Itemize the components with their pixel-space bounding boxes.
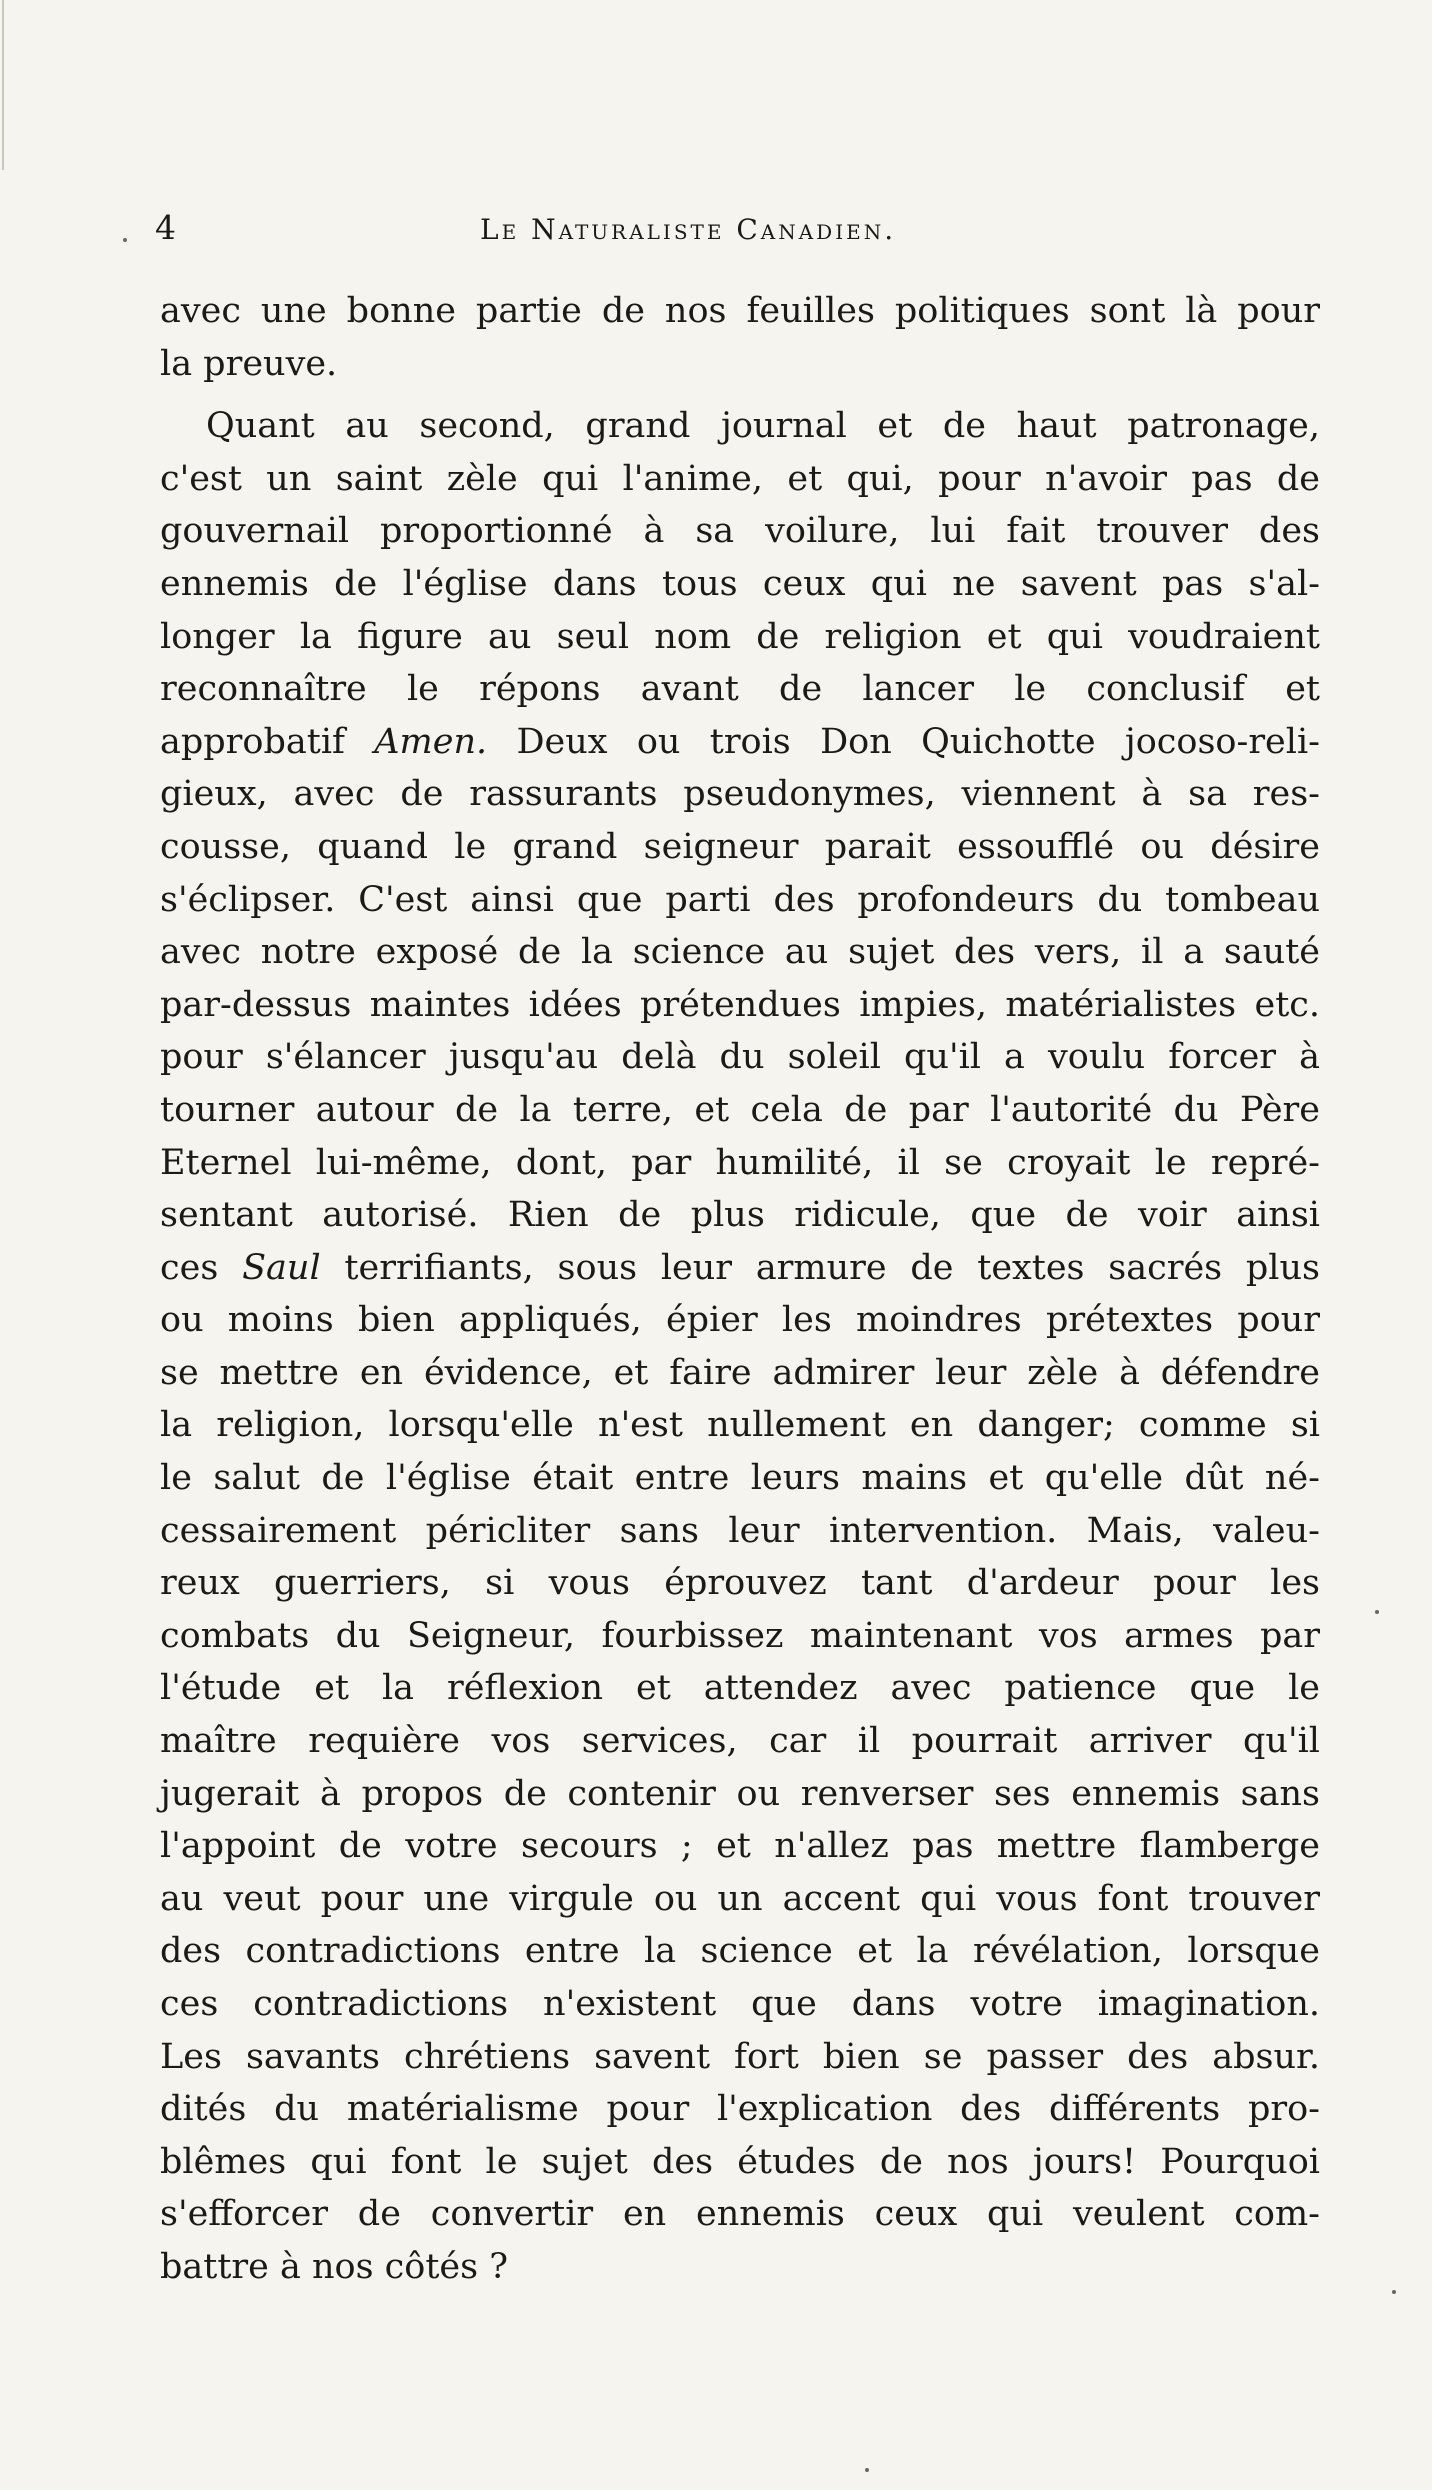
text-line: c'est un saint zèle qui l'anime, et qui, pour n'avoir pas de [160,458,1320,499]
text-line: la religion, lorsqu'elle n'est nullement en danger; comme si [160,1405,1320,1446]
text-line: sentant autorisé. Rien de plus ridicule, que de voir ainsi [160,1195,1320,1236]
text-line: Quant au second, grand journal et de haut patronage, [206,406,1320,447]
text-line: reconnaître le répons avant de lancer le conclusif et [160,669,1320,710]
text-line: avec notre exposé de la science au sujet des vers, il a sauté [160,932,1320,973]
text-line: maître requière vos services, car il pourrait arriver qu'il [160,1721,1320,1762]
text-line: longer la figure au seul nom de religion et qui voudraient [160,616,1320,657]
text-line: blêmes qui font le sujet des études de nos jours! Pourquoi [160,2141,1320,2182]
text-line [160,1242,1320,1295]
text-segment: terrifiants, sous leur armure de textes sacrés plus [320,1247,1321,1288]
text-line: ou moins bien appliqués, épier les moindres prétextes pour [160,1300,1320,1341]
text-line: par-dessus maintes idées prétendues impies, matérialistes etc. [160,984,1320,1025]
scan-speck [865,2468,869,2472]
text-line: s'éclipser. C'est ainsi que parti des profondeurs du tombeau [160,879,1320,920]
text-line: des contradictions entre la science et la révélation, lorsque [160,1931,1320,1972]
text-line: gouvernail proportionné à sa voilure, lui fait trouver des [160,511,1320,552]
paragraph [160,285,1320,390]
text-line: l'appoint de votre secours ; et n'allez pas mettre flamberge [160,1826,1320,1867]
text-line: se mettre en évidence, et faire admirer leur zèle à défendre [160,1352,1320,1393]
text-line: au veut pour une virgule ou un accent qui vous font trouver [160,1878,1320,1919]
text-line: dités du matérialisme pour l'explication des différents pro- [160,2089,1320,2130]
page-header [155,208,1295,252]
page-number: 4 [155,208,176,247]
text-line: l'étude et la réflexion et attendez avec patience que le [160,1668,1320,1709]
text-line: Eternel lui-même, dont, par humilité, il se croyait le repré- [160,1142,1320,1183]
text-line: tourner autour de la terre, et cela de par l'autorité du Père [160,1089,1320,1130]
text-line: le salut de l'église était entre leurs mains et qu'elle dût né- [160,1458,1320,1499]
text-line: cessairement péricliter sans leur intervention. Mais, valeu- [160,1510,1320,1551]
text-line: la preuve. [160,343,338,384]
text-segment: Deux ou trois Don Quichotte jocoso-reli- [487,721,1320,762]
text-line: ennemis de l'église dans tous ceux qui ne savent pas s'al- [160,563,1320,604]
italic-word: Amen. [374,721,488,762]
scan-speck [1392,2290,1396,2294]
body-text [160,285,1320,2294]
text-segment: ces [160,1247,243,1288]
text-line: combats du Seigneur, fourbissez maintenant vos armes par [160,1615,1320,1656]
scan-edge-mark [2,0,4,170]
text-line: jugerait à propos de contenir ou renverser ses ennemis sans [160,1773,1320,1814]
text-line: battre à nos côtés ? [160,2246,508,2287]
paragraph-gap [160,390,1320,400]
text-line: cousse, quand le grand seigneur parait essoufflé ou désire [160,826,1320,867]
scan-speck [1375,1610,1379,1614]
text-line: reux guerriers, si vous éprouvez tant d'ardeur pour les [160,1563,1320,1604]
text-line: gieux, avec de rassurants pseudonymes, viennent à sa res- [160,774,1320,815]
text-line [160,716,1320,769]
text-line: s'efforcer de convertir en ennemis ceux qui veulent com- [160,2194,1320,2235]
running-title: Le Naturaliste Canadien. [480,213,897,246]
scan-speck [123,238,127,242]
paragraph [160,400,1320,2293]
text-segment: approbatif [160,721,375,762]
text-line: ces contradictions n'existent que dans votre imagination. [160,1984,1320,2024]
text-line: avec une bonne partie de nos feuilles politiques sont là pour [160,291,1320,331]
italic-word: Saul [242,1247,321,1288]
text-line: Les savants chrétiens savent fort bien se passer des absur. [160,2036,1320,2077]
text-line: pour s'élancer jusqu'au delà du soleil qu'il a voulu forcer à [160,1037,1320,1078]
